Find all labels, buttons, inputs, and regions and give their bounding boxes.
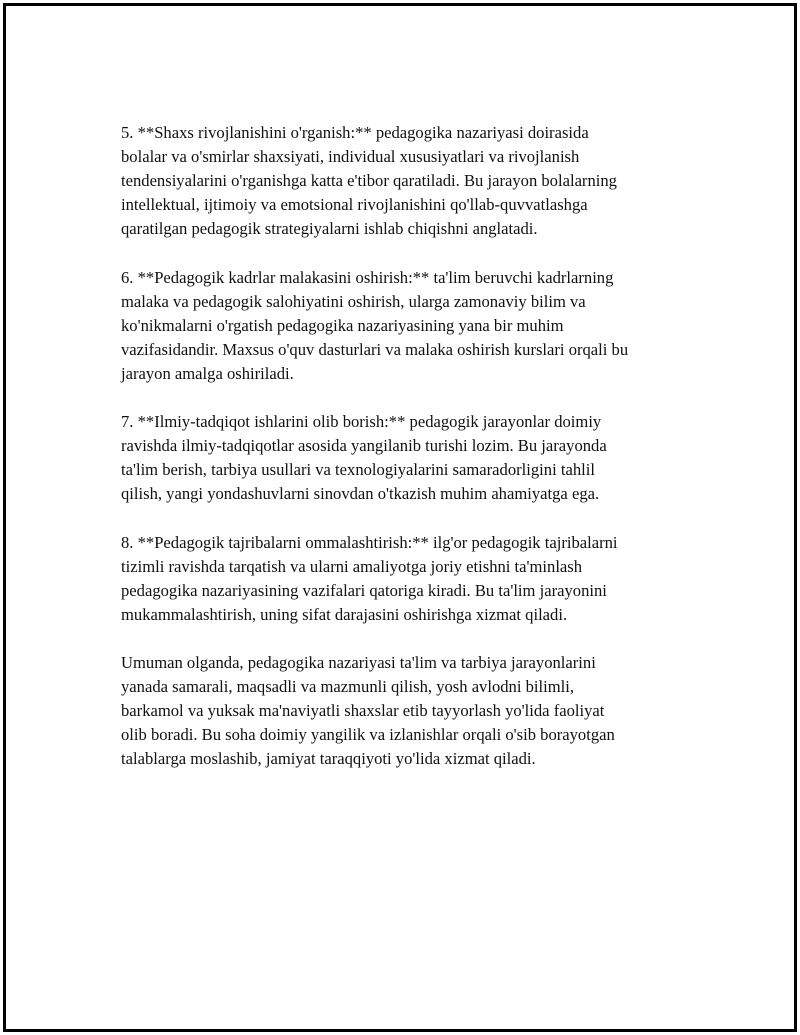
paragraph-conclusion: Umuman olganda, pedagogika nazariyasi ta'lim va tarbiya jarayonlarini yanada samarali, maqsadli va mazmunli qilish, yosh avlodni bilimli, barkamol va yuksak ma'naviyatli shaxslar etib tayyorlash yo'lida faoliyat olib boradi. Bu soha doimiy yangilik va izlanishlar orqali o'sib borayotgan talablarga moslashib, jamiyat taraqqiyoti yo'lida xizmat qiladi. xyxy=(121,653,615,769)
paragraph-shaxs-rivojlanishi: 5. **Shaxs rivojlanishini o'rganish:** pedagogika nazariyasi doirasida bolalar va o'smirlar shaxsiyati, individual xususiyatlari va rivojlanish tendensiyalarini o'rganishga katta e'tibor qaratiladi. Bu jarayon bolalarning intellektual, ijtimoiy va emotsional rivojlanishini qo'llab-quvvatlashga qaratilgan pedagogik strategiyalarni ishlab chiqishni anglatadi. xyxy=(121,123,617,239)
paragraph-tajribalarni-ommalashtirish: 8. **Pedagogik tajribalarni ommalashtirish:** ilg'or pedagogik tajribalarni tizimli ravishda tarqatish va ularni amaliyotga joriy etishni ta'minlash pedagogika nazariyasining vazifalari qatoriga kiradi. Bu ta'lim jarayonini mukammalashtirish, uning sifat darajasini oshirishga xizmat qiladi. xyxy=(121,532,618,624)
document-page xyxy=(3,3,797,1032)
document-body xyxy=(121,121,701,796)
paragraph-kadrlar-malakasi: 6. **Pedagogik kadrlar malakasini oshirish:** ta'lim beruvchi kadrlarning malaka va pedagogik salohiyatini oshirish, ularga zamonaviy bilim va ko'nikmalarni o'rgatish pedagogika nazariyasining yana bir muhim vazifasidandir. Maxsus o'quv dasturlari va malaka oshirish kurslari orqali bu jarayon amalga oshiriladi. xyxy=(121,267,629,383)
paragraph-ilmiy-tadqiqot: 7. **Ilmiy-tadqiqot ishlarini olib borish:** pedagogik jarayonlar doimiy ravishda ilmiy-tadqiqotlar asosida yangilanib turishi lozim. Bu jarayonda ta'lim berish, tarbiya usullari va texnologiyalarini samaradorligini tahlil qilish, yangi yondashuvlarni sinovdan o'tkazish muhim ahamiyatga ega. xyxy=(121,412,607,504)
